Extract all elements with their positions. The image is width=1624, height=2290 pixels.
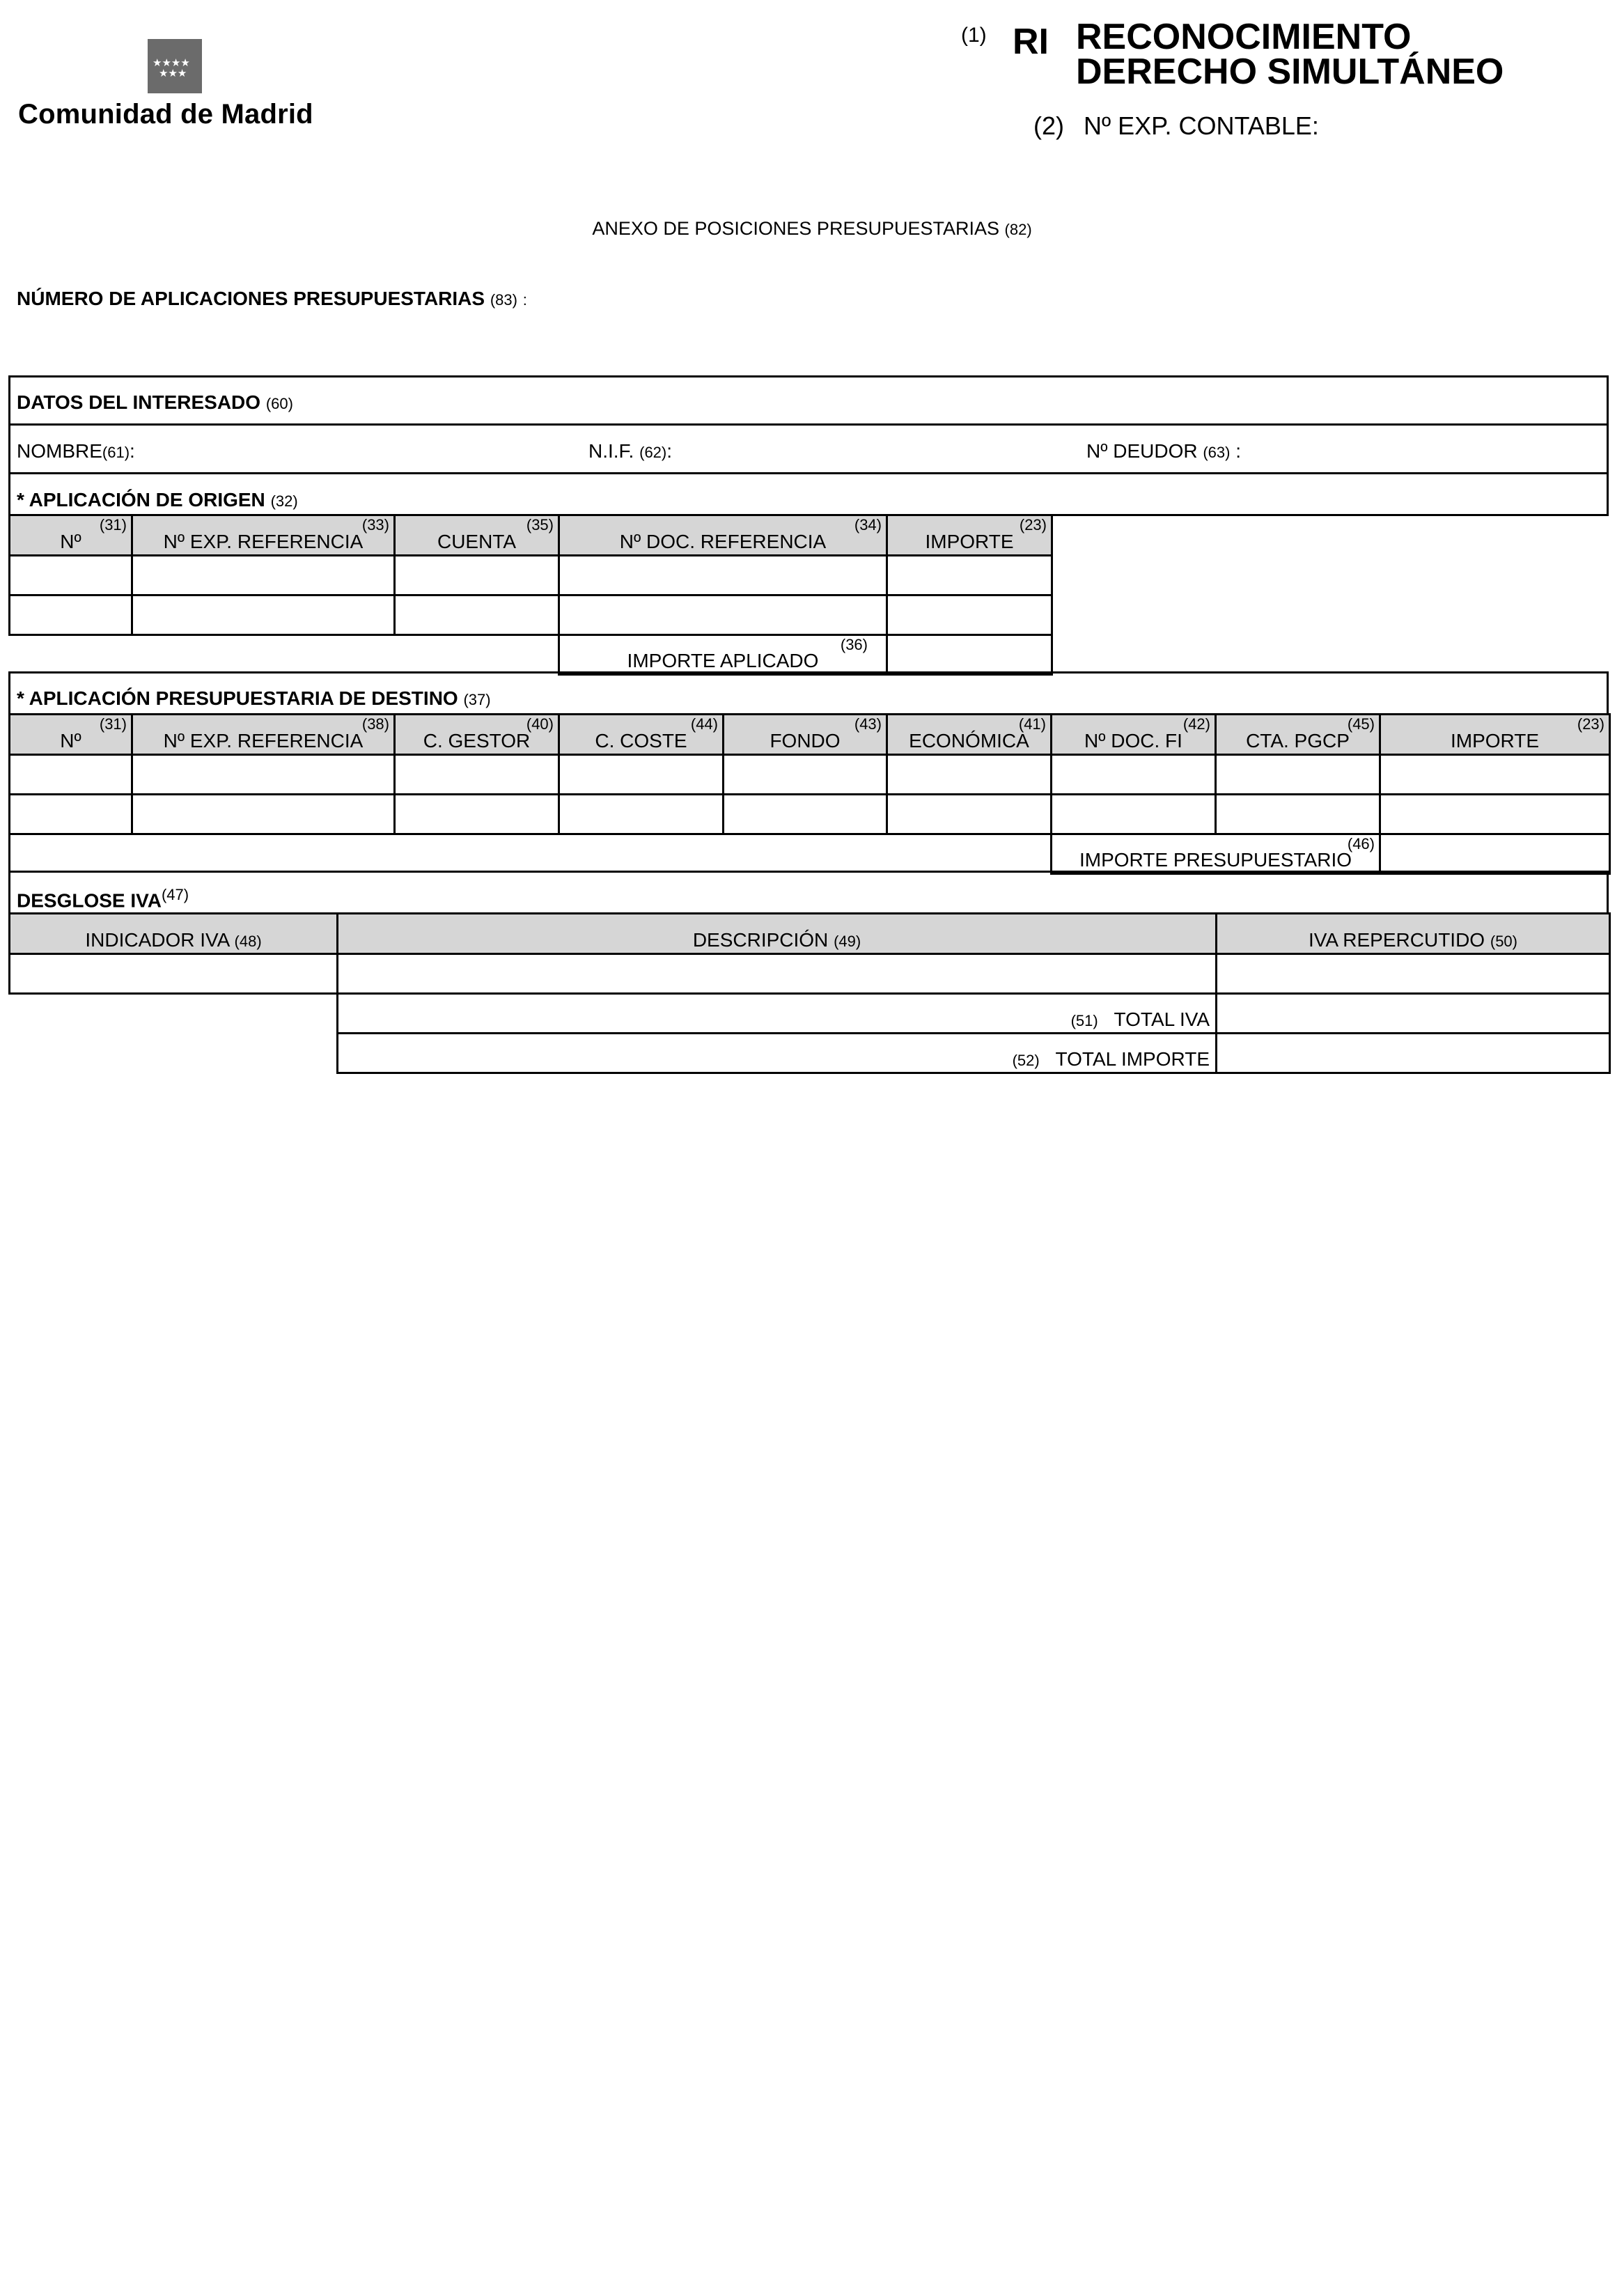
iva-title [17,886,189,912]
table-cell[interactable] [887,595,1052,635]
importe-aplicado-label-cell [559,635,887,675]
col-header-label: DESCRIPCIÓN [692,929,829,951]
field-number: (23) [1019,516,1047,533]
field-number: (48) [234,933,262,950]
field-number: (44) [690,715,718,733]
table-cell[interactable] [10,755,132,795]
total-iva-row [10,994,1610,1034]
field-number: (42) [1182,715,1210,733]
col-header-label: Nº EXP. REFERENCIA [163,531,364,552]
field-number: (47) [161,886,189,903]
colon: : [666,440,673,462]
origen-title-text: * APLICACIÓN DE ORIGEN [17,489,265,511]
madrid-stars-emblem-icon [148,39,202,93]
deudor-label: Nº DEUDOR [1086,440,1198,462]
col-header-doc-fi [1052,715,1216,755]
form-code: RI [1013,22,1049,62]
field-number: (36) [840,636,868,653]
importe-presupuestario-value[interactable] [1380,834,1610,874]
col-header-label: CTA. PGCP [1246,730,1350,751]
table-row [10,795,1610,834]
col-header-label: CUENTA [437,531,517,552]
field-number: (45) [1347,715,1375,733]
colon: : [522,291,527,309]
colon: : [130,440,135,462]
table-cell[interactable] [724,755,887,795]
col-header-label: Nº [60,730,81,751]
col-header-cuenta [395,515,559,556]
form-title-line1: RECONOCIMIENTO [1076,17,1412,57]
field-number: (37) [463,691,491,708]
importe-presupuestario-label-cell [1052,834,1380,874]
destino-title [17,687,491,710]
field-number: (51) [1070,1012,1098,1029]
col-header-label: ECONÓMICA [909,730,1029,751]
field-number: (38) [361,715,389,733]
table-cell[interactable] [559,595,887,635]
field-number: (2) [1033,111,1064,140]
field-number: (32) [270,492,298,510]
exp-contable-label: Nº EXP. CONTABLE: [1084,111,1319,140]
col-header-c-gestor [395,715,559,755]
field-number: (1) [961,24,987,47]
total-importe-row [10,1034,1610,1073]
total-row [10,834,1610,874]
table-cell[interactable] [1052,755,1216,795]
col-header-label: Nº EXP. REFERENCIA [163,730,364,751]
field-number: (31) [99,516,127,533]
col-header-label: FONDO [770,730,841,751]
table-cell[interactable] [1052,795,1216,834]
nombre-field[interactable] [17,440,135,462]
num-aplicaciones-text: NÚMERO DE APLICACIONES PRESUPUESTARIAS [17,288,485,309]
col-header-importe [887,515,1052,556]
col-header-indicador-iva [10,914,338,954]
field-number: (82) [1004,221,1032,238]
table-cell[interactable] [395,595,559,635]
table-cell[interactable] [395,795,559,834]
colon: : [1235,440,1242,462]
blank-cell [10,1034,338,1073]
table-header-row [10,914,1610,954]
field-number: (63) [1203,444,1231,461]
total-importe-value[interactable] [1217,1034,1610,1073]
blank-cell [10,834,1052,874]
table-cell[interactable] [559,556,887,595]
table-cell[interactable] [132,795,395,834]
col-header-label: INDICADOR IVA [85,929,229,951]
destino-table [8,713,1611,875]
importe-aplicado-value[interactable] [887,635,1052,675]
svg-text:★★★: ★★★ [159,67,187,79]
field-number: (61) [102,444,130,461]
col-header-no [10,715,132,755]
destino-title-text: * APLICACIÓN PRESUPUESTARIA DE DESTINO [17,687,458,709]
table-header-row [10,515,1052,556]
importe-aplicado-label: IMPORTE APLICADO [627,650,819,671]
iva-title-text: DESGLOSE IVA [17,889,162,912]
col-header-importe [1380,715,1610,755]
col-header-economica [887,715,1052,755]
table-cell[interactable] [1217,954,1610,994]
origen-table [8,514,1053,676]
table-cell[interactable] [1216,795,1380,834]
total-importe-label: TOTAL IMPORTE [1055,1048,1210,1070]
divider [8,423,1609,426]
anexo-title-text: ANEXO DE POSICIONES PRESUPUESTARIAS [592,218,999,239]
total-iva-label: TOTAL IVA [1114,1008,1210,1030]
col-header-exp-referencia [132,715,395,755]
origen-title [17,489,298,511]
table-cell[interactable] [132,595,395,635]
table-cell[interactable] [887,795,1052,834]
field-number: (49) [834,933,861,950]
table-cell[interactable] [132,755,395,795]
table-row [10,954,1610,994]
svg-text:★★★★: ★★★★ [153,56,190,69]
nif-label: N.I.F. [588,440,634,462]
table-row [10,595,1052,635]
blank-cell [10,994,338,1034]
col-header-no [10,515,132,556]
field-number: (60) [265,395,293,412]
importe-presupuestario-label: IMPORTE PRESUPUESTARIO [1079,849,1352,871]
col-header-descripcion [338,914,1217,954]
total-row [10,635,1052,675]
table-row [10,556,1052,595]
table-row [10,755,1610,795]
table-cell[interactable] [1380,795,1610,834]
col-header-label: IMPORTE [925,531,1014,552]
table-cell[interactable] [559,755,724,795]
nif-field[interactable] [588,440,672,462]
table-cell[interactable] [724,795,887,834]
field-number: (62) [639,444,667,461]
table-cell[interactable] [1216,755,1380,795]
table-cell[interactable] [132,556,395,595]
table-cell[interactable] [395,556,559,595]
total-iva-value[interactable] [1217,994,1610,1034]
col-header-label: IVA REPERCUTIDO [1309,929,1485,951]
blank-cell [10,635,559,675]
field-number: (52) [1012,1052,1040,1069]
form-title-line2: DERECHO SIMULTÁNEO [1076,52,1504,92]
field-number: (31) [99,715,127,733]
org-name: Comunidad de Madrid [18,99,313,130]
field-number: (33) [361,516,389,533]
total-importe-label-cell [338,1034,1217,1073]
nombre-label: NOMBRE [17,440,102,462]
table-cell[interactable] [338,954,1217,994]
col-header-label: C. COSTE [595,730,687,751]
table-cell[interactable] [887,755,1052,795]
col-header-label: C. GESTOR [423,730,531,751]
col-header-c-coste [559,715,724,755]
col-header-label: Nº DOC. REFERENCIA [619,531,827,552]
col-header-iva-repercutido [1217,914,1610,954]
field-number: (50) [1490,933,1517,950]
table-cell[interactable] [559,795,724,834]
field-number: (43) [854,715,882,733]
field-number: (34) [854,516,882,533]
col-header-doc-referencia [559,515,887,556]
field-number: (41) [1018,715,1046,733]
num-aplicaciones-label [17,288,527,310]
table-cell[interactable] [10,795,132,834]
table-cell[interactable] [887,556,1052,595]
field-number: (35) [526,516,554,533]
col-header-label: Nº [60,531,81,552]
col-header-fondo [724,715,887,755]
table-header-row [10,715,1610,755]
col-header-label: Nº DOC. FI [1084,730,1182,751]
total-iva-label-cell [338,994,1217,1034]
form-title [1076,17,1504,92]
table-cell[interactable] [1380,755,1610,795]
table-cell[interactable] [395,755,559,795]
col-header-exp-referencia [132,515,395,556]
deudor-field[interactable] [1086,440,1241,462]
interesado-title-text: DATOS DEL INTERESADO [17,391,261,413]
field-number: (46) [1347,835,1375,852]
field-number: (40) [526,715,554,733]
col-header-cta-pgcp [1216,715,1380,755]
field-number: (23) [1577,715,1605,733]
anexo-title [0,218,1624,240]
table-cell[interactable] [10,595,132,635]
interesado-title [17,391,293,414]
table-cell[interactable] [10,556,132,595]
table-cell[interactable] [10,954,338,994]
iva-title-box [8,871,1609,914]
field-number: (83) [490,291,517,309]
iva-table [8,912,1611,1074]
col-header-label: IMPORTE [1450,730,1540,751]
